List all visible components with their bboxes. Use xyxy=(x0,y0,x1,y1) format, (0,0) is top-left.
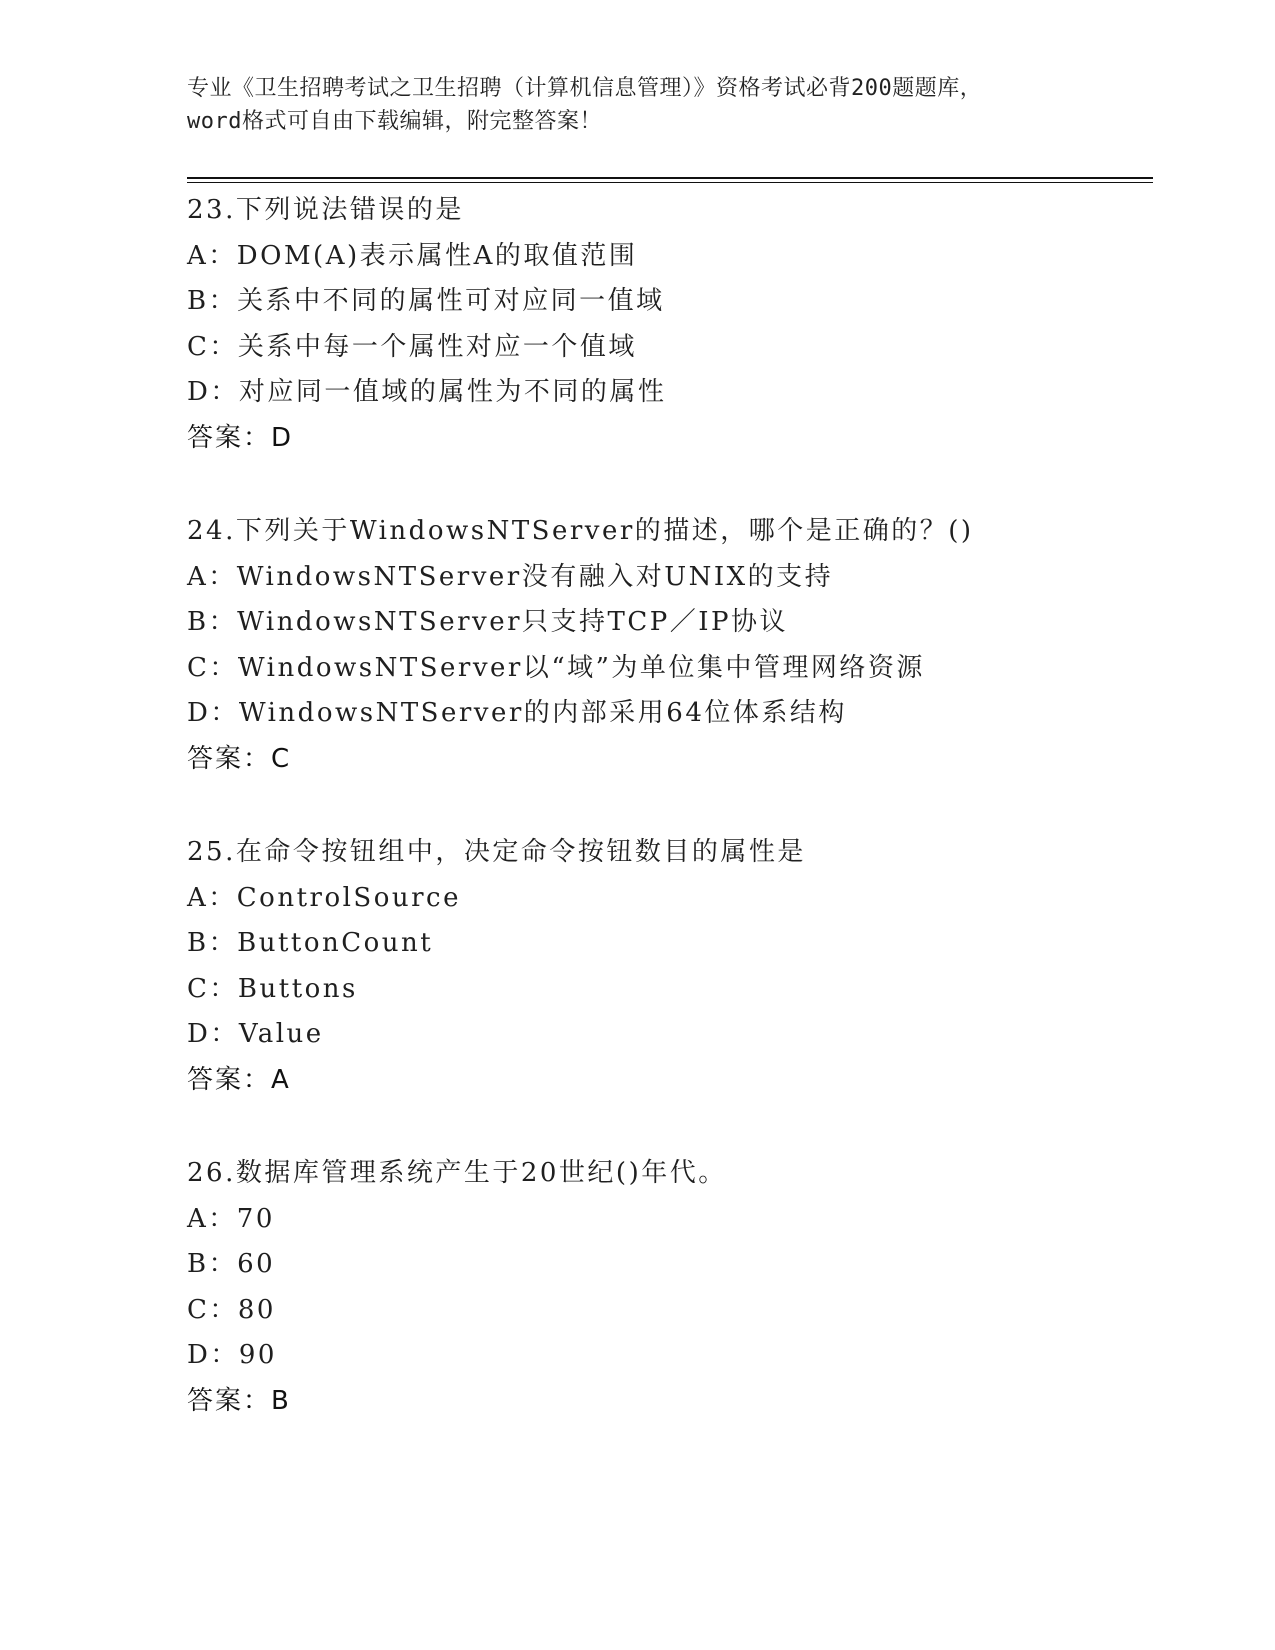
option-b: B：关系中不同的属性可对应同一值域 xyxy=(187,286,665,316)
question-26 xyxy=(187,1151,1167,1424)
option-c: C：关系中每一个属性对应一个值域 xyxy=(187,331,637,362)
option-c: C：WindowsNTServer以“域”为单位集中管理网络资源 xyxy=(187,652,925,683)
option-c: C：Buttons xyxy=(187,973,358,1004)
header-divider-thin xyxy=(187,182,1153,183)
document-header xyxy=(187,72,1077,138)
question-24 xyxy=(187,509,1167,782)
answer: 答案：C xyxy=(187,743,292,774)
option-a: A：DOM(A)表示属性A的取值范围 xyxy=(187,240,638,271)
answer: 答案：B xyxy=(187,1385,291,1416)
header-line-2: word格式可自由下载编辑，附完整答案！ xyxy=(187,109,602,134)
question-25 xyxy=(187,830,1167,1103)
option-c: C：80 xyxy=(187,1294,276,1325)
option-a: A：ControlSource xyxy=(187,882,462,913)
option-b: B：ButtonCount xyxy=(187,928,434,958)
question-title: 24.下列关于WindowsNTServer的描述，哪个是正确的？() xyxy=(187,516,974,546)
question-23 xyxy=(187,188,1167,461)
question-list xyxy=(187,188,1167,1472)
option-b: B：WindowsNTServer只支持TCP／IP协议 xyxy=(187,607,789,637)
question-title: 25.在命令按钮组中，决定命令按钮数目的属性是 xyxy=(187,837,806,867)
option-d: D：WindowsNTServer的内部采用64位体系结构 xyxy=(187,698,847,728)
header-line-1: 专业《卫生招聘考试之卫生招聘（计算机信息管理）》资格考试必背200题题库， xyxy=(187,76,983,101)
question-title: 23.下列说法错误的是 xyxy=(187,195,464,225)
option-a: A：WindowsNTServer没有融入对UNIX的支持 xyxy=(187,561,834,592)
option-a: A：70 xyxy=(187,1203,275,1234)
option-d: D：对应同一值域的属性为不同的属性 xyxy=(187,377,667,407)
option-d: D：Value xyxy=(187,1019,324,1049)
option-d: D：90 xyxy=(187,1340,277,1370)
answer: 答案：A xyxy=(187,1064,291,1095)
option-b: B：60 xyxy=(187,1249,276,1279)
header-divider-thick xyxy=(187,177,1153,179)
question-title: 26.数据库管理系统产生于20世纪()年代。 xyxy=(187,1158,727,1188)
answer: 答案：D xyxy=(187,422,294,453)
